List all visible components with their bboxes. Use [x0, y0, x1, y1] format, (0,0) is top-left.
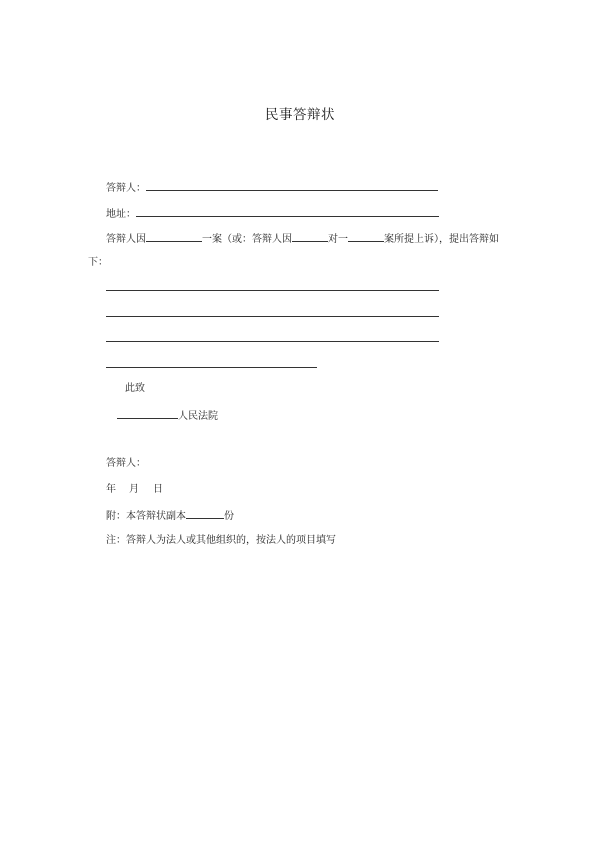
respondent-blank [146, 181, 438, 191]
appellant-blank [292, 232, 328, 242]
case-blank [146, 232, 202, 242]
document-title: 民事答辩状 [265, 107, 335, 123]
reason-row [106, 232, 499, 246]
date-day: 日 [153, 484, 163, 495]
attachment-suffix: 份 [224, 511, 234, 522]
reason-text-4: 案所提上诉），提出答辩如 [384, 234, 499, 245]
date-year: 年 [106, 484, 116, 495]
attachment-row [106, 509, 234, 523]
reason-continue: 下： [88, 257, 108, 268]
respondent-label: 答辩人： [106, 183, 146, 194]
signature-label: 答辩人： [106, 458, 146, 469]
note: 注：答辩人为法人或其他组织的，按法人的项目填写 [106, 535, 336, 546]
address-label: 地址： [106, 209, 136, 220]
reason-text-3: 对一 [328, 234, 348, 245]
reason-text-2: 一案（或：答辩人因 [202, 234, 292, 245]
respondent-row [106, 181, 438, 195]
reason-text-1: 答辩人因 [106, 234, 146, 245]
court-suffix: 人民法院 [178, 411, 218, 422]
answer-line [106, 290, 439, 291]
date-row [106, 484, 163, 496]
answer-line [106, 367, 317, 368]
copies-blank [186, 509, 224, 519]
answer-line [106, 316, 439, 317]
judgment-blank [348, 232, 384, 242]
address-row [106, 207, 439, 221]
answer-line [106, 341, 439, 342]
salutation: 此致 [125, 383, 145, 394]
court-blank [117, 409, 178, 419]
attachment-prefix: 附：本答辩状副本 [106, 511, 186, 522]
court-row [117, 409, 218, 423]
address-blank [136, 207, 439, 217]
date-month: 月 [129, 484, 139, 495]
